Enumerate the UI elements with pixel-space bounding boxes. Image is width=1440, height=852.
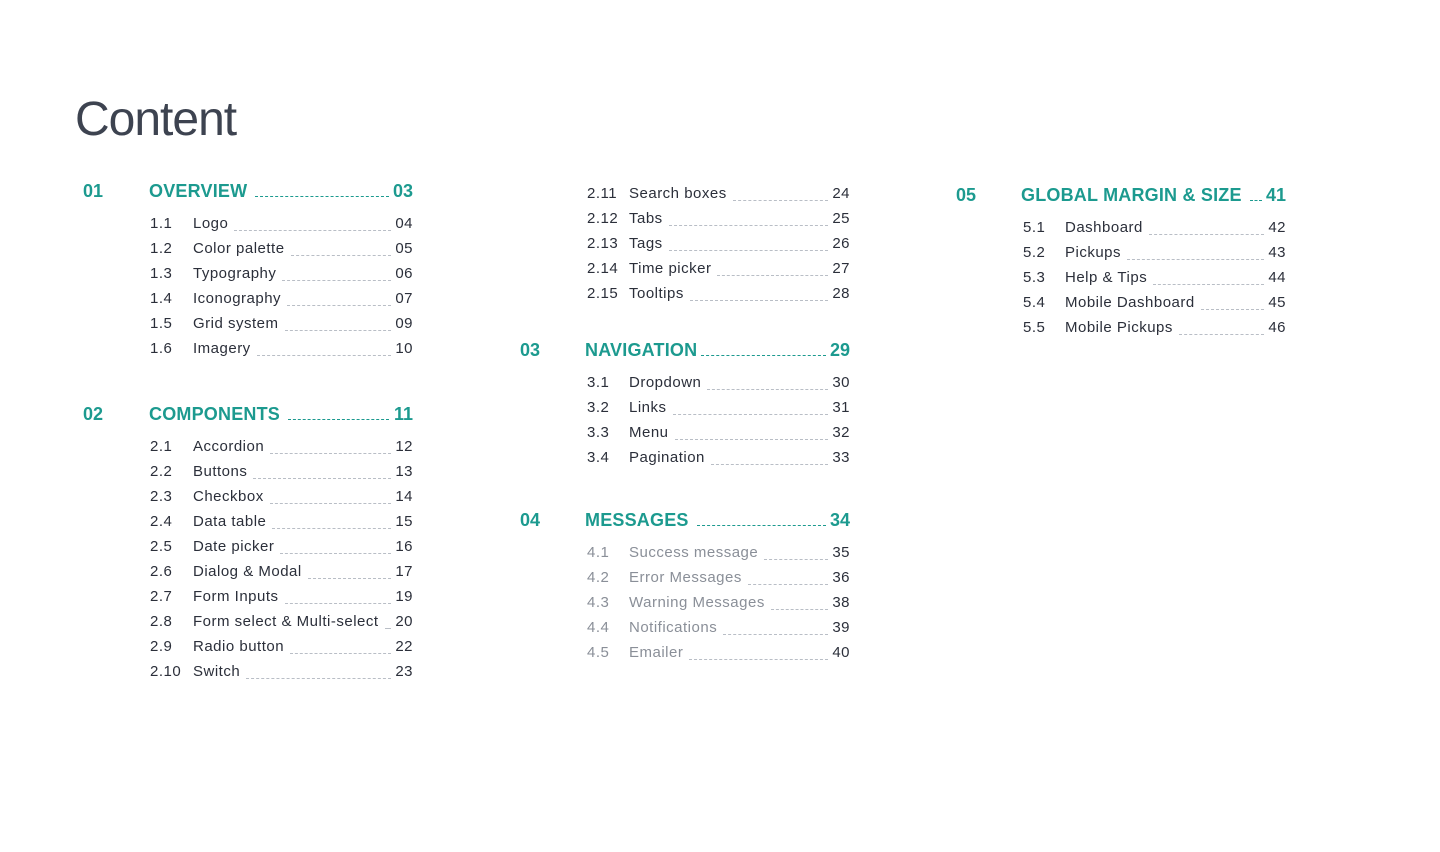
section-page-number[interactable]: 03	[392, 181, 413, 201]
item-number: 4.3	[587, 594, 610, 611]
item-leader-line	[669, 225, 828, 226]
item-label[interactable]: Menu	[629, 424, 669, 441]
item-page-number[interactable]: 38	[832, 594, 850, 611]
item-leader-line	[669, 250, 828, 251]
toc-item[interactable]	[520, 185, 852, 210]
item-leader-line	[270, 453, 391, 454]
toc-item[interactable]	[520, 449, 852, 474]
section-header[interactable]	[520, 340, 852, 364]
item-number: 1.5	[150, 315, 173, 332]
item-number: 5.1	[1023, 219, 1046, 236]
item-number: 2.11	[587, 185, 618, 202]
item-page-number[interactable]: 20	[395, 613, 413, 630]
item-label[interactable]: Tooltips	[629, 285, 684, 302]
item-page-number[interactable]: 44	[1268, 269, 1286, 286]
item-number: 5.4	[1023, 294, 1046, 311]
toc-item[interactable]	[83, 463, 415, 488]
section-title[interactable]: NAVIGATION	[585, 340, 698, 360]
item-leader-line	[234, 230, 391, 231]
item-number: 2.1	[150, 438, 173, 455]
toc-item[interactable]	[520, 210, 852, 235]
item-number: 2.9	[150, 638, 173, 655]
item-leader-line	[1179, 334, 1264, 335]
item-leader-line	[272, 528, 391, 529]
toc-item[interactable]	[83, 563, 415, 588]
section-components	[83, 404, 415, 688]
toc-item[interactable]	[520, 594, 852, 619]
toc-item[interactable]	[520, 374, 852, 399]
item-number: 2.2	[150, 463, 173, 480]
item-number: 3.3	[587, 424, 610, 441]
item-leader-line	[1201, 309, 1264, 310]
toc-item[interactable]	[83, 438, 415, 463]
item-leader-line	[707, 389, 828, 390]
item-label[interactable]: Logo	[193, 215, 229, 232]
item-label[interactable]: Form Inputs	[193, 588, 279, 605]
item-page-number[interactable]: 09	[395, 315, 413, 332]
toc-item[interactable]	[520, 544, 852, 569]
item-number: 2.4	[150, 513, 173, 530]
item-label[interactable]: Accordion	[193, 438, 265, 455]
item-label[interactable]: Buttons	[193, 463, 248, 480]
section-components-cont	[520, 185, 852, 310]
item-page-number[interactable]: 24	[832, 185, 850, 202]
item-page-number[interactable]: 07	[395, 290, 413, 307]
item-label[interactable]: Typography	[193, 265, 277, 282]
toc-item[interactable]	[83, 265, 415, 290]
item-number: 1.2	[150, 240, 173, 257]
item-page-number[interactable]: 39	[832, 619, 850, 636]
item-page-number[interactable]: 25	[832, 210, 850, 227]
item-label[interactable]: Mobile Dashboard	[1065, 294, 1195, 311]
toc-item[interactable]	[83, 638, 415, 663]
toc-item[interactable]	[83, 315, 415, 340]
section-page-number[interactable]: 34	[829, 510, 850, 530]
item-number: 2.12	[587, 210, 619, 227]
section-header[interactable]	[520, 510, 852, 534]
item-label[interactable]: Form select & Multi-select	[193, 613, 379, 630]
item-label[interactable]: Dropdown	[629, 374, 702, 391]
toc-item[interactable]	[956, 244, 1288, 269]
section-overview	[83, 181, 415, 365]
item-label[interactable]: Switch	[193, 663, 241, 680]
section-leader-line	[697, 525, 826, 526]
section-items	[83, 215, 415, 365]
item-page-number[interactable]: 27	[832, 260, 850, 277]
item-number: 2.8	[150, 613, 173, 630]
item-leader-line	[246, 678, 391, 679]
item-leader-line	[290, 653, 391, 654]
item-page-number[interactable]: 43	[1268, 244, 1286, 261]
item-page-number[interactable]: 12	[395, 438, 413, 455]
item-leader-line	[253, 478, 391, 479]
item-label[interactable]: Search boxes	[629, 185, 727, 202]
item-number: 3.2	[587, 399, 610, 416]
section-number: 02	[83, 404, 104, 424]
item-page-number[interactable]: 30	[832, 374, 850, 391]
section-items	[83, 438, 415, 688]
toc-item[interactable]	[520, 235, 852, 260]
item-page-number[interactable]: 28	[832, 285, 850, 302]
item-label[interactable]: Data table	[193, 513, 267, 530]
section-page-number[interactable]: 11	[393, 404, 413, 424]
toc-item[interactable]	[83, 613, 415, 638]
item-number: 3.4	[587, 449, 610, 466]
item-label[interactable]: Iconography	[193, 290, 282, 307]
item-number: 1.1	[150, 215, 173, 232]
item-page-number[interactable]: 04	[395, 215, 413, 232]
toc-item[interactable]	[83, 588, 415, 613]
toc-item[interactable]	[83, 240, 415, 265]
item-number: 1.3	[150, 265, 173, 282]
toc-item[interactable]	[520, 260, 852, 285]
toc-item[interactable]	[956, 294, 1288, 319]
toc-item[interactable]	[520, 569, 852, 594]
section-messages	[520, 510, 852, 669]
item-leader-line	[287, 305, 391, 306]
toc-item[interactable]	[520, 424, 852, 449]
item-number: 2.15	[587, 285, 619, 302]
item-number: 2.13	[587, 235, 619, 252]
item-label[interactable]: Tabs	[629, 210, 663, 227]
section-items	[520, 185, 852, 310]
item-number: 5.2	[1023, 244, 1046, 261]
section-leader-line	[255, 196, 389, 197]
item-leader-line	[1127, 259, 1264, 260]
section-items	[520, 374, 852, 474]
item-page-number[interactable]: 22	[395, 638, 413, 655]
item-leader-line	[257, 355, 391, 356]
item-number: 1.4	[150, 290, 173, 307]
item-number: 2.5	[150, 538, 173, 555]
section-header[interactable]	[956, 185, 1288, 209]
item-leader-line	[733, 200, 828, 201]
item-label[interactable]: Dashboard	[1065, 219, 1143, 236]
item-page-number[interactable]: 05	[395, 240, 413, 257]
item-page-number[interactable]: 32	[832, 424, 850, 441]
item-label[interactable]: Radio button	[193, 638, 285, 655]
item-page-number[interactable]: 10	[395, 340, 413, 357]
item-label[interactable]: Emailer	[629, 644, 684, 661]
item-leader-line	[282, 280, 391, 281]
section-global	[956, 185, 1288, 344]
item-label[interactable]: Help & Tips	[1065, 269, 1148, 286]
section-number: 03	[520, 340, 541, 360]
toc-item[interactable]	[956, 269, 1288, 294]
item-label[interactable]: Warning Messages	[629, 594, 765, 611]
item-label[interactable]: Date picker	[193, 538, 275, 555]
section-items	[956, 219, 1288, 344]
item-leader-line	[270, 503, 391, 504]
item-page-number[interactable]: 33	[832, 449, 850, 466]
item-label[interactable]: Error Messages	[629, 569, 742, 586]
item-label[interactable]: Time picker	[629, 260, 712, 277]
section-title[interactable]: OVERVIEW	[149, 181, 248, 201]
item-leader-line	[690, 300, 828, 301]
section-title[interactable]: MESSAGES	[585, 510, 689, 530]
item-number: 3.1	[587, 374, 610, 391]
item-label[interactable]: Tags	[629, 235, 663, 252]
toc-item[interactable]	[956, 219, 1288, 244]
item-page-number[interactable]: 13	[395, 463, 413, 480]
item-page-number[interactable]: 40	[832, 644, 850, 661]
section-header[interactable]	[83, 181, 415, 205]
item-number: 2.7	[150, 588, 173, 605]
item-number: 4.4	[587, 619, 610, 636]
item-page-number[interactable]: 19	[395, 588, 413, 605]
section-title[interactable]: GLOBAL MARGIN & SIZE	[1021, 185, 1242, 205]
item-label[interactable]: Grid system	[193, 315, 279, 332]
item-page-number[interactable]: 36	[832, 569, 850, 586]
item-leader-line	[675, 439, 828, 440]
item-leader-line	[285, 330, 391, 331]
item-label[interactable]: Links	[629, 399, 667, 416]
toc-item[interactable]	[83, 290, 415, 315]
item-number: 4.1	[587, 544, 610, 561]
item-label[interactable]: Color palette	[193, 240, 285, 257]
item-page-number[interactable]: 26	[832, 235, 850, 252]
item-leader-line	[689, 659, 828, 660]
item-page-number[interactable]: 46	[1268, 319, 1286, 336]
item-page-number[interactable]: 14	[395, 488, 413, 505]
item-number: 4.5	[587, 644, 610, 661]
section-navigation	[520, 340, 852, 474]
section-number: 04	[520, 510, 541, 530]
section-leader-line	[1250, 200, 1262, 201]
item-label[interactable]: Mobile Pickups	[1065, 319, 1173, 336]
toc-item[interactable]	[83, 538, 415, 563]
item-leader-line	[1153, 284, 1264, 285]
toc-item[interactable]	[520, 399, 852, 424]
section-leader-line	[288, 419, 389, 420]
item-page-number[interactable]: 45	[1268, 294, 1286, 311]
item-label[interactable]: Dialog & Modal	[193, 563, 302, 580]
item-page-number[interactable]: 15	[395, 513, 413, 530]
toc-item[interactable]	[83, 513, 415, 538]
toc-item[interactable]	[83, 215, 415, 240]
item-label[interactable]: Success message	[629, 544, 759, 561]
item-label[interactable]: Pagination	[629, 449, 705, 466]
item-number: 5.5	[1023, 319, 1046, 336]
item-leader-line	[764, 559, 828, 560]
item-leader-line	[285, 603, 391, 604]
item-page-number[interactable]: 17	[395, 563, 413, 580]
item-leader-line	[723, 634, 828, 635]
item-page-number[interactable]: 06	[395, 265, 413, 282]
item-label[interactable]: Notifications	[629, 619, 718, 636]
section-page-number[interactable]: 41	[1265, 185, 1286, 205]
item-number: 2.10	[150, 663, 182, 680]
section-items	[520, 544, 852, 669]
toc-item[interactable]	[83, 340, 415, 365]
section-number: 05	[956, 185, 977, 205]
toc-item[interactable]	[956, 319, 1288, 344]
toc-item[interactable]	[520, 285, 852, 310]
item-number: 2.14	[587, 260, 619, 277]
item-page-number[interactable]: 31	[832, 399, 850, 416]
item-number: 4.2	[587, 569, 610, 586]
item-page-number[interactable]: 35	[832, 544, 850, 561]
toc-item[interactable]	[83, 663, 415, 688]
toc-item[interactable]	[83, 488, 415, 513]
item-leader-line	[1149, 234, 1264, 235]
page-title: Content	[75, 93, 237, 146]
item-number: 2.6	[150, 563, 173, 580]
item-number: 1.6	[150, 340, 173, 357]
item-number: 2.3	[150, 488, 173, 505]
section-leader-line	[701, 355, 826, 356]
item-leader-line	[673, 414, 828, 415]
item-page-number[interactable]: 42	[1268, 219, 1286, 236]
item-leader-line	[771, 609, 828, 610]
item-page-number[interactable]: 23	[395, 663, 413, 680]
item-label[interactable]: Imagery	[193, 340, 251, 357]
item-leader-line	[717, 275, 828, 276]
section-header[interactable]	[83, 404, 415, 428]
section-page-number[interactable]: 29	[829, 340, 850, 360]
item-label[interactable]: Pickups	[1065, 244, 1122, 261]
item-leader-line	[748, 584, 828, 585]
section-title[interactable]: COMPONENTS	[149, 404, 281, 424]
toc-item[interactable]	[520, 644, 852, 669]
toc-item[interactable]	[520, 619, 852, 644]
item-label[interactable]: Checkbox	[193, 488, 264, 505]
item-leader-line	[291, 255, 391, 256]
item-leader-line	[711, 464, 828, 465]
item-leader-line	[280, 553, 391, 554]
item-leader-line	[385, 628, 391, 629]
item-number: 5.3	[1023, 269, 1046, 286]
section-number: 01	[83, 181, 104, 201]
item-page-number[interactable]: 16	[395, 538, 413, 555]
item-leader-line	[308, 578, 391, 579]
